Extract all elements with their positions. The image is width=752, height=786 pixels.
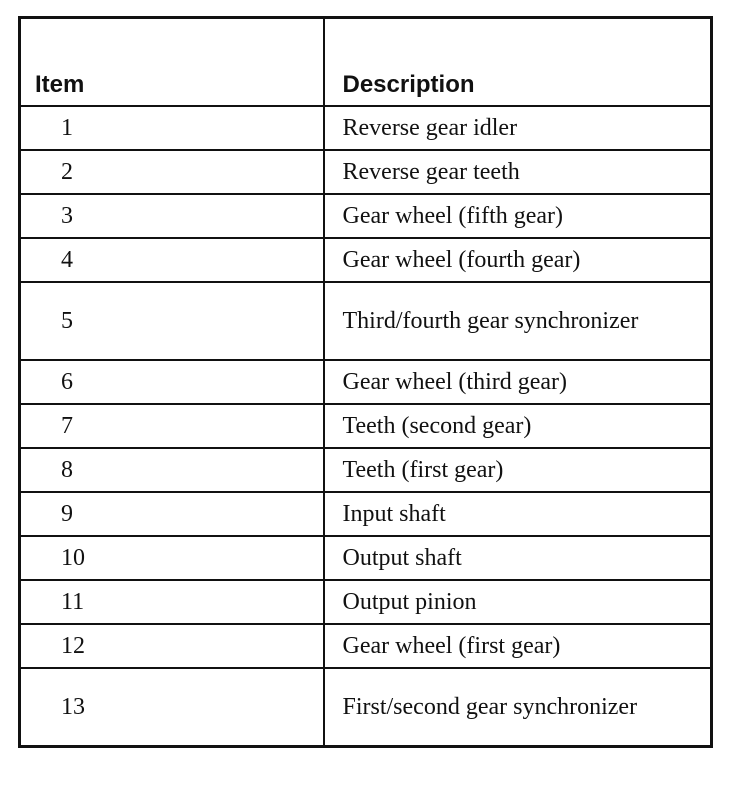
item-description: Third/fourth gear synchronizer (324, 282, 712, 360)
table-row (20, 238, 712, 282)
table-row (20, 282, 712, 360)
item-description: Reverse gear idler (324, 106, 712, 150)
table-row (20, 668, 712, 747)
table-row (20, 404, 712, 448)
item-description: First/second gear synchronizer (324, 668, 712, 747)
item-number: 7 (20, 404, 324, 448)
item-number: 1 (20, 106, 324, 150)
item-description: Output shaft (324, 536, 712, 580)
item-description: Output pinion (324, 580, 712, 624)
item-number: 12 (20, 624, 324, 668)
table-row (20, 580, 712, 624)
item-number: 6 (20, 360, 324, 404)
item-description: Reverse gear teeth (324, 150, 712, 194)
item-number: 5 (20, 282, 324, 360)
column-header-item: Item (20, 18, 324, 107)
item-number: 3 (20, 194, 324, 238)
item-number: 10 (20, 536, 324, 580)
item-description: Input shaft (324, 492, 712, 536)
table-row (20, 194, 712, 238)
item-number: 11 (20, 580, 324, 624)
item-number: 9 (20, 492, 324, 536)
parts-table (18, 16, 713, 748)
table-row (20, 150, 712, 194)
table-row (20, 360, 712, 404)
item-description: Gear wheel (first gear) (324, 624, 712, 668)
table-row (20, 624, 712, 668)
item-description: Teeth (second gear) (324, 404, 712, 448)
table-row (20, 106, 712, 150)
parts-table-container (18, 16, 710, 748)
item-number: 8 (20, 448, 324, 492)
table-row (20, 536, 712, 580)
item-description: Teeth (first gear) (324, 448, 712, 492)
item-description: Gear wheel (fourth gear) (324, 238, 712, 282)
column-header-description: Description (324, 18, 712, 107)
item-number: 13 (20, 668, 324, 747)
table-row (20, 492, 712, 536)
table-header-row (20, 18, 712, 107)
table-row (20, 448, 712, 492)
item-description: Gear wheel (third gear) (324, 360, 712, 404)
item-description: Gear wheel (fifth gear) (324, 194, 712, 238)
item-number: 2 (20, 150, 324, 194)
item-number: 4 (20, 238, 324, 282)
